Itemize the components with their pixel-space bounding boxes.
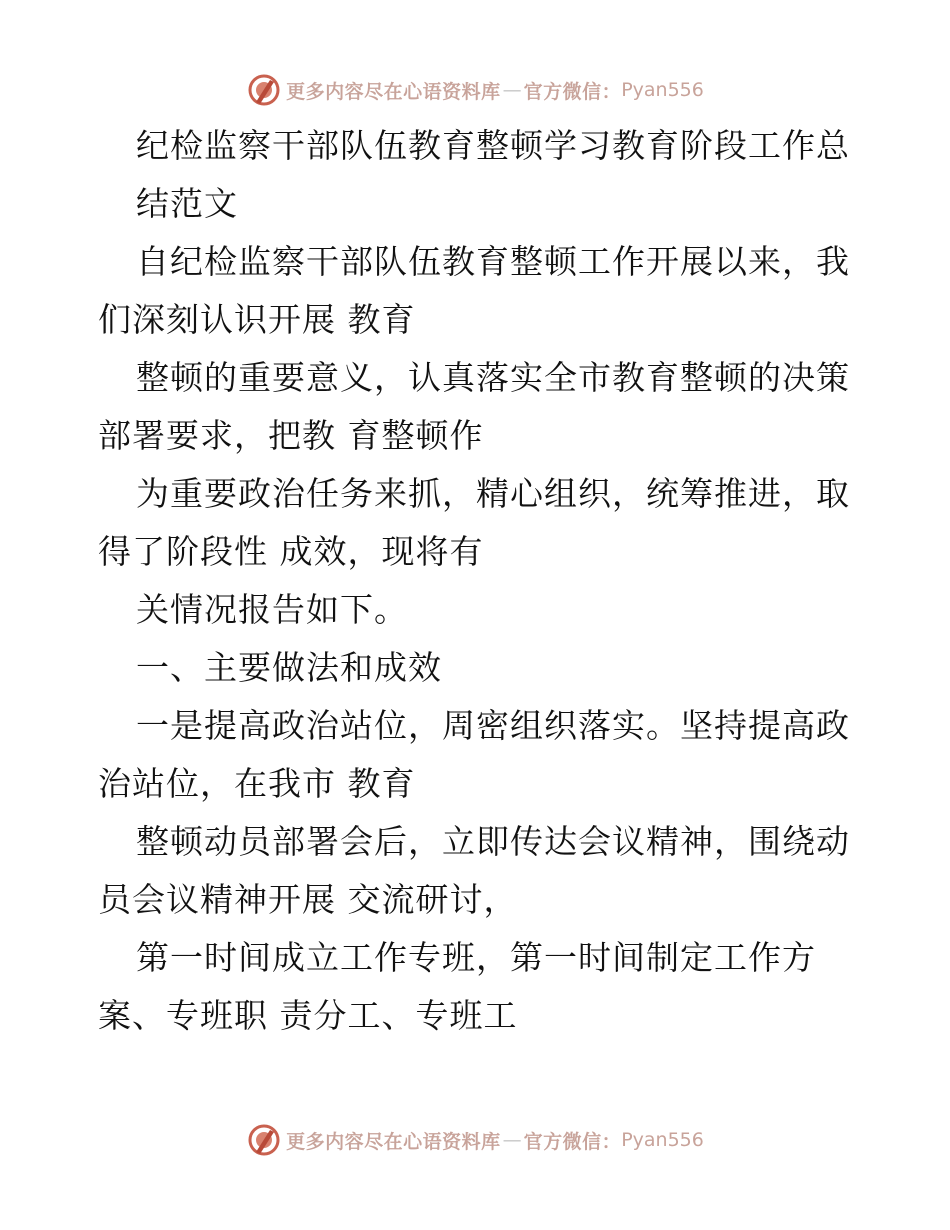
text-line: 纪检监察干部队伍教育整顿学习教育阶段工作总 [136, 126, 850, 165]
watermark-account: Pyan556 [621, 79, 704, 101]
text-line: 们深刻认识开展 教育 [98, 300, 416, 339]
text-line: 一是提高政治站位，周密组织落实。坚持提高政 [136, 706, 850, 745]
watermark-account: Pyan556 [621, 1129, 704, 1151]
text-line: 第一时间成立工作专班，第一时间制定工作方 [136, 938, 816, 977]
document-body [98, 117, 858, 1045]
text-line: 结范文 [136, 184, 238, 223]
text-line: 得了阶段性 成效，现将有 [98, 532, 484, 571]
text-line: 治站位，在我市 教育 [98, 764, 416, 803]
pen-logo-icon [246, 72, 282, 108]
text-line: 为重要政治任务来抓，精心组织，统筹推进，取 [136, 474, 850, 513]
text-line: 整顿的重要意义，认真落实全市教育整顿的决策 [136, 358, 850, 397]
text-line: 一、主要做法和成效 [136, 648, 442, 687]
watermark-dash: — [502, 79, 522, 101]
text-line: 关情况报告如下。 [136, 590, 408, 629]
watermark-label: 官方微信： [523, 80, 622, 103]
text-line: 部署要求，把教 育整顿作 [98, 416, 484, 455]
watermark-text: 更多内容尽在心语资料库 [286, 1130, 501, 1153]
watermark-text: 更多内容尽在心语资料库 [286, 80, 501, 103]
watermark-dash: — [502, 1129, 522, 1151]
pen-logo-icon [246, 1122, 282, 1158]
text-line: 自纪检监察干部队伍教育整顿工作开展以来，我 [136, 242, 850, 281]
text-line: 整顿动员部署会后，立即传达会议精神，围绕动 [136, 822, 850, 861]
text-line: 案、专班职 责分工、专班工 [98, 996, 518, 1035]
header-watermark [0, 70, 950, 110]
footer-watermark [0, 1120, 950, 1160]
watermark-label: 官方微信： [523, 1130, 622, 1153]
text-line: 员会议精神开展 交流研讨， [98, 880, 518, 919]
